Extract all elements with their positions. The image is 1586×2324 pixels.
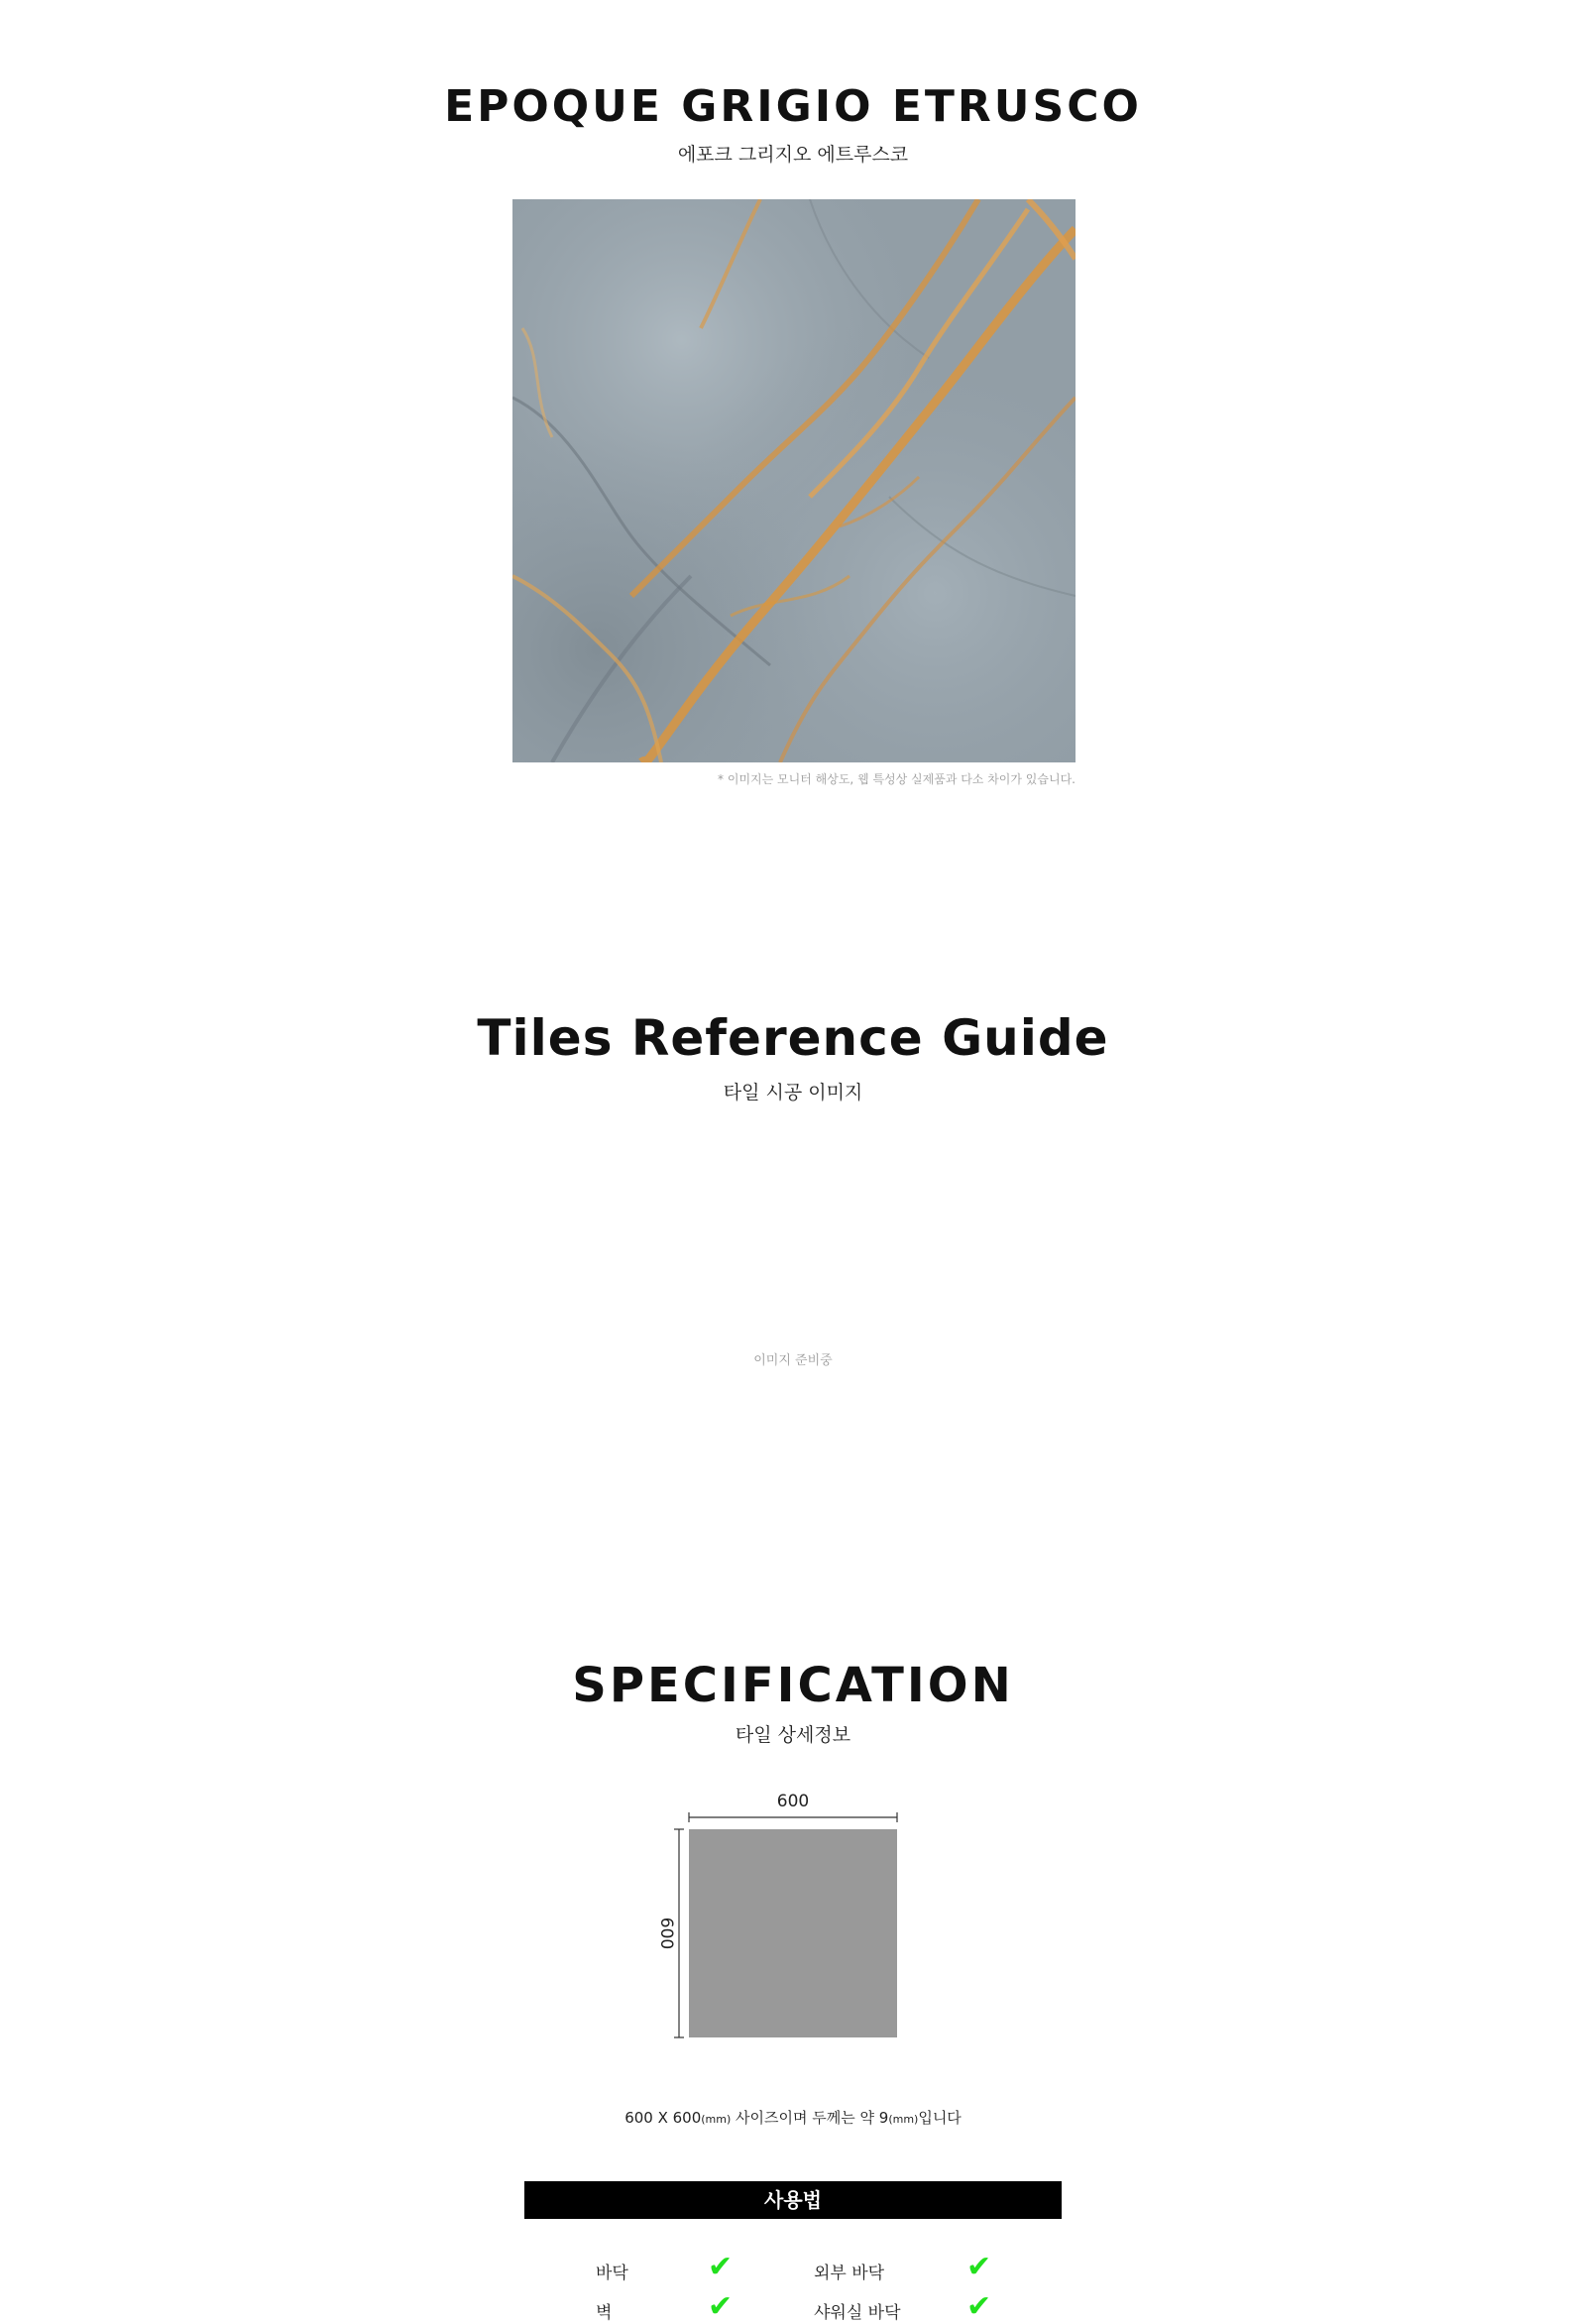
height-label: 600 [656,1917,676,1950]
product-subtitle: 에포크 그리지오 에트루스코 [677,144,909,166]
spec-note: 600 X 600(mm) 사이즈이며 두께는 약 9(mm)입니다 [624,2109,962,2127]
image-disclaimer: * 이미지는 모니터 해상도, 웹 특성상 실제품과 다소 차이가 있습니다. [718,772,1076,786]
check-icon: ✔ [708,2250,734,2284]
check-icon: ✔ [966,2289,992,2324]
usage-item-wall: 벽 [596,2303,613,2323]
usage-item-floor: 바닥 [596,2264,628,2283]
product-title: EPOQUE GRIGIO ETRUSCO [444,81,1142,132]
guide-title: Tiles Reference Guide [477,1009,1109,1067]
image-placeholder-text: 이미지 준비중 [753,1353,833,1368]
guide-subtitle: 타일 시공 이미지 [723,1082,863,1104]
tile-product-image [512,199,1076,762]
usage-item-outdoor-floor: 외부 바닥 [814,2264,885,2283]
usage-item-shower-floor: 샤워실 바닥 [814,2303,901,2323]
tile-shape [689,1829,897,2037]
check-icon: ✔ [966,2250,992,2284]
check-icon: ✔ [708,2289,734,2324]
spec-subtitle: 타일 상세정보 [735,1724,851,1746]
usage-header-bar: 사용법 [524,2181,1062,2219]
tile-dimension-diagram [644,1785,912,2042]
spec-title: SPECIFICATION [572,1658,1014,1713]
width-label: 600 [776,1792,810,1811]
